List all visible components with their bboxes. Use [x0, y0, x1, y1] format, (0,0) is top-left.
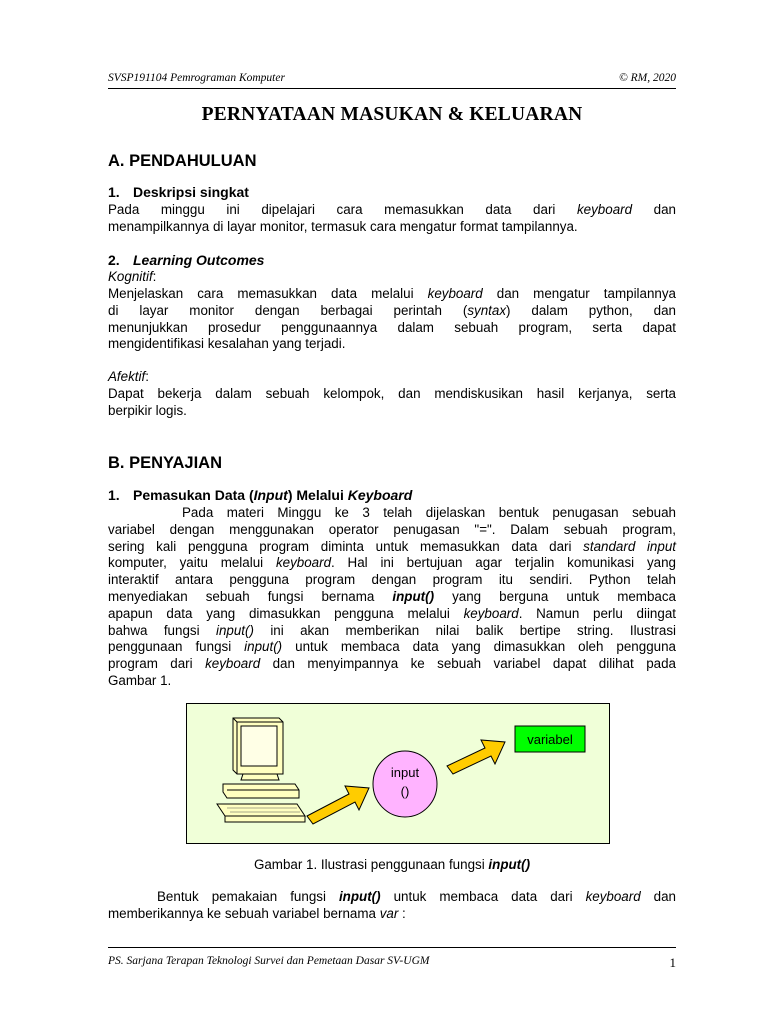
kognitif-label: Kognitif: — [108, 269, 157, 284]
description-paragraph: Pada minggu ini dipelajari cara memasukkan data dari keyboard dan menampilkannya di layar monitor, termasuk cara mengatur format tampilannya. — [108, 202, 676, 234]
afektif-label: Afektif: — [108, 369, 149, 384]
section-a-sub2-heading — [108, 252, 264, 268]
section-a-heading: A. PENDAHULUAN — [108, 152, 257, 170]
section-b-body-paragraph: Pada materi Minggu ke 3 telah dijelaskan bentuk penugasan sebuah variabel dengan menggunakan operator penugasan "=". Dalam sebuah program, sering kali pengguna program diminta untuk memasukkan data dari standard input komputer, yaitu melalui keyboard. Hal ini bertujuan agar terjalin komunikasi yang interaktif antara pengguna program dengan program itu sendiri. Python telah menyediakan sebuah fungsi bernama input() yang berguna untuk membaca apapun data yang dimasukkan pengguna melalui keyboard. Namun perlu diingat bahwa fungsi input() ini akan memberikan nilai balik bertipe string. Ilustrasi penggunaan fungsi input() untuk membaca data yang dimasukkan oleh pengguna program dari keyboard dan menyimpannya ke sebuah variabel dapat dilihat pada Gambar 1. — [108, 505, 676, 688]
page-number: 1 — [669, 955, 676, 970]
tail-paragraph: Bentuk pemakaian fungsi input() untuk membaca data dari keyboard dan memberikannya ke sebuah variabel bernama var : — [108, 889, 677, 921]
section-a-sub1-heading — [108, 184, 249, 200]
input-label-line2: () — [400, 784, 410, 799]
page-footer — [108, 955, 676, 971]
kognitif-paragraph: Menjelaskan cara memasukkan data melalui keyboard dan mengatur tampilannya di layar monitor dengan berbagai perintah (syntax) dalam python, dan menunjukkan prosedur penggunaannya dalam sebuah program, serta dapat mengidentifikasi kesalahan yang terjadi. — [108, 286, 676, 352]
sub-number: 2. — [108, 252, 120, 268]
section-b-sub1-heading: 1. Pemasukan Data (Input) Melalui Keyboard — [108, 487, 413, 503]
sub-title: Deskripsi singkat — [133, 184, 249, 200]
figure-1-svg — [187, 704, 609, 843]
header-course: SVSP191104 Pemrograman Komputer — [108, 72, 285, 84]
input-label-line1: input — [390, 765, 420, 780]
header-rule — [108, 88, 676, 89]
arrow-to-input — [307, 786, 369, 824]
figure-1-illustration — [186, 703, 610, 844]
document-title: PERNYATAAN MASUKAN & KELUARAN — [201, 104, 583, 125]
afektif-paragraph: Dapat bekerja dalam sebuah kelompok, dan mendiskusikan hasil kerjanya, serta berpikir logis. — [108, 386, 676, 418]
arrow-to-variabel — [447, 740, 505, 774]
footer-institution: PS. Sarjana Terapan Teknologi Survei dan Pemetaan Dasar SV-UGM — [108, 955, 430, 967]
variabel-label: variabel — [527, 732, 573, 747]
footer-rule — [108, 947, 676, 948]
sub-number: 1. — [108, 184, 120, 200]
figure-1-caption: Gambar 1. Ilustrasi penggunaan fungsi input() — [253, 857, 531, 872]
section-b-heading: B. PENYAJIAN — [108, 454, 223, 472]
page-header — [108, 72, 676, 84]
sub-title: Learning Outcomes — [133, 252, 265, 268]
header-copyright: © RM, 2020 — [619, 72, 676, 84]
computer-icon — [217, 718, 305, 822]
